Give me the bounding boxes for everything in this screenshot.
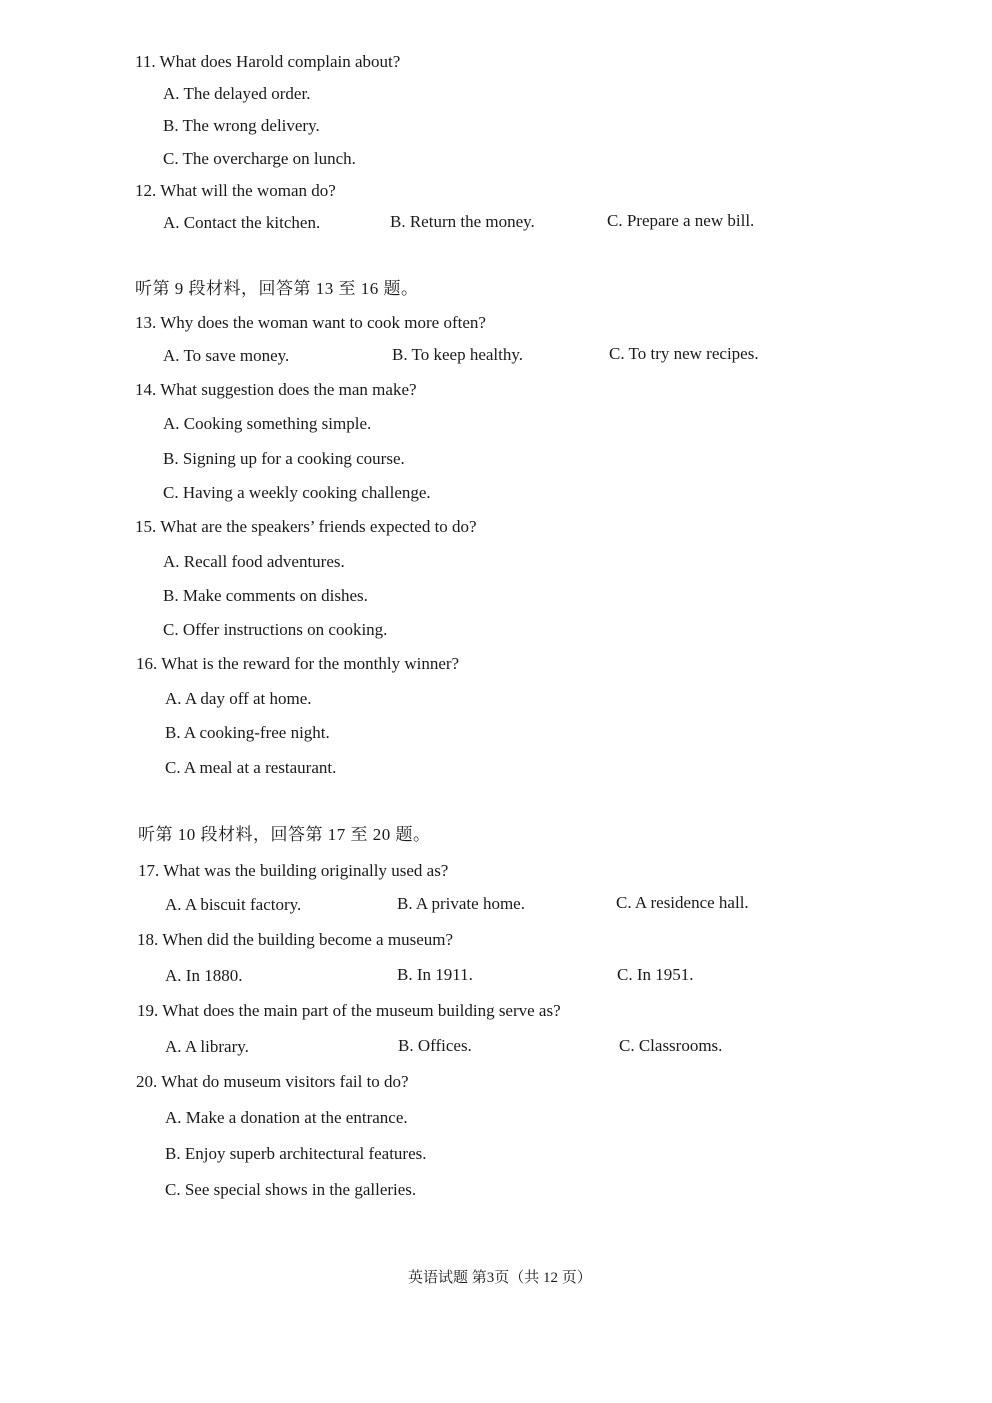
q19-option-b: B. Offices.	[398, 1036, 472, 1055]
page-footer: 英语试题 第3页（共 12 页）	[408, 1270, 592, 1286]
q15-option-b: B. Make comments on dishes.	[163, 586, 368, 605]
q17-option-c: C. A residence hall.	[616, 893, 749, 912]
question-17: 17. What was the building originally used as?	[138, 861, 449, 880]
q16-option-c: C. A meal at a restaurant.	[165, 758, 337, 777]
q12-option-c: C. Prepare a new bill.	[607, 211, 755, 230]
q16-option-a: A. A day off at home.	[165, 689, 312, 708]
q11-option-c: C. The overcharge on lunch.	[163, 149, 356, 168]
q14-option-a: A. Cooking something simple.	[163, 414, 372, 433]
q18-option-c: C. In 1951.	[617, 965, 694, 984]
q19-option-a: A. A library.	[165, 1037, 249, 1056]
q20-option-a: A. Make a donation at the entrance.	[165, 1108, 408, 1127]
q18-option-a: A. In 1880.	[165, 966, 243, 985]
question-13: 13. Why does the woman want to cook more often?	[135, 313, 486, 332]
q13-option-a: A. To save money.	[163, 346, 290, 365]
q11-option-b: B. The wrong delivery.	[163, 116, 320, 135]
q18-option-b: B. In 1911.	[397, 965, 473, 984]
question-15: 15. What are the speakers’ friends expected to do?	[135, 517, 477, 536]
q13-option-b: B. To keep healthy.	[392, 345, 524, 364]
q14-option-b: B. Signing up for a cooking course.	[163, 449, 405, 468]
q17-option-a: A. A biscuit factory.	[165, 895, 302, 914]
question-18: 18. When did the building become a museum?	[137, 930, 454, 949]
q15-option-c: C. Offer instructions on cooking.	[163, 620, 388, 639]
question-11: 11. What does Harold complain about?	[135, 52, 401, 71]
q14-option-c: C. Having a weekly cooking challenge.	[163, 483, 431, 502]
q20-option-c: C. See special shows in the galleries.	[165, 1180, 417, 1199]
q19-option-c: C. Classrooms.	[619, 1036, 723, 1055]
q13-option-c: C. To try new recipes.	[609, 344, 759, 363]
question-19: 19. What does the main part of the museum building serve as?	[137, 1001, 561, 1020]
q16-option-b: B. A cooking-free night.	[165, 723, 330, 742]
question-16: 16. What is the reward for the monthly winner?	[136, 654, 460, 673]
q20-option-b: B. Enjoy superb architectural features.	[165, 1144, 427, 1163]
q12-option-a: A. Contact the kitchen.	[163, 213, 321, 232]
q11-option-a: A. The delayed order.	[163, 84, 311, 103]
question-12: 12. What will the woman do?	[135, 181, 336, 200]
question-20: 20. What do museum visitors fail to do?	[136, 1072, 409, 1091]
q12-option-b: B. Return the money.	[390, 212, 535, 231]
q17-option-b: B. A private home.	[397, 894, 525, 913]
q15-option-a: A. Recall food adventures.	[163, 552, 345, 571]
question-14: 14. What suggestion does the man make?	[135, 380, 417, 399]
section-10-heading: 听第 10 段材料，回答第 17 至 20 题。	[138, 825, 431, 844]
section-9-heading: 听第 9 段材料，回答第 13 至 16 题。	[135, 279, 419, 298]
